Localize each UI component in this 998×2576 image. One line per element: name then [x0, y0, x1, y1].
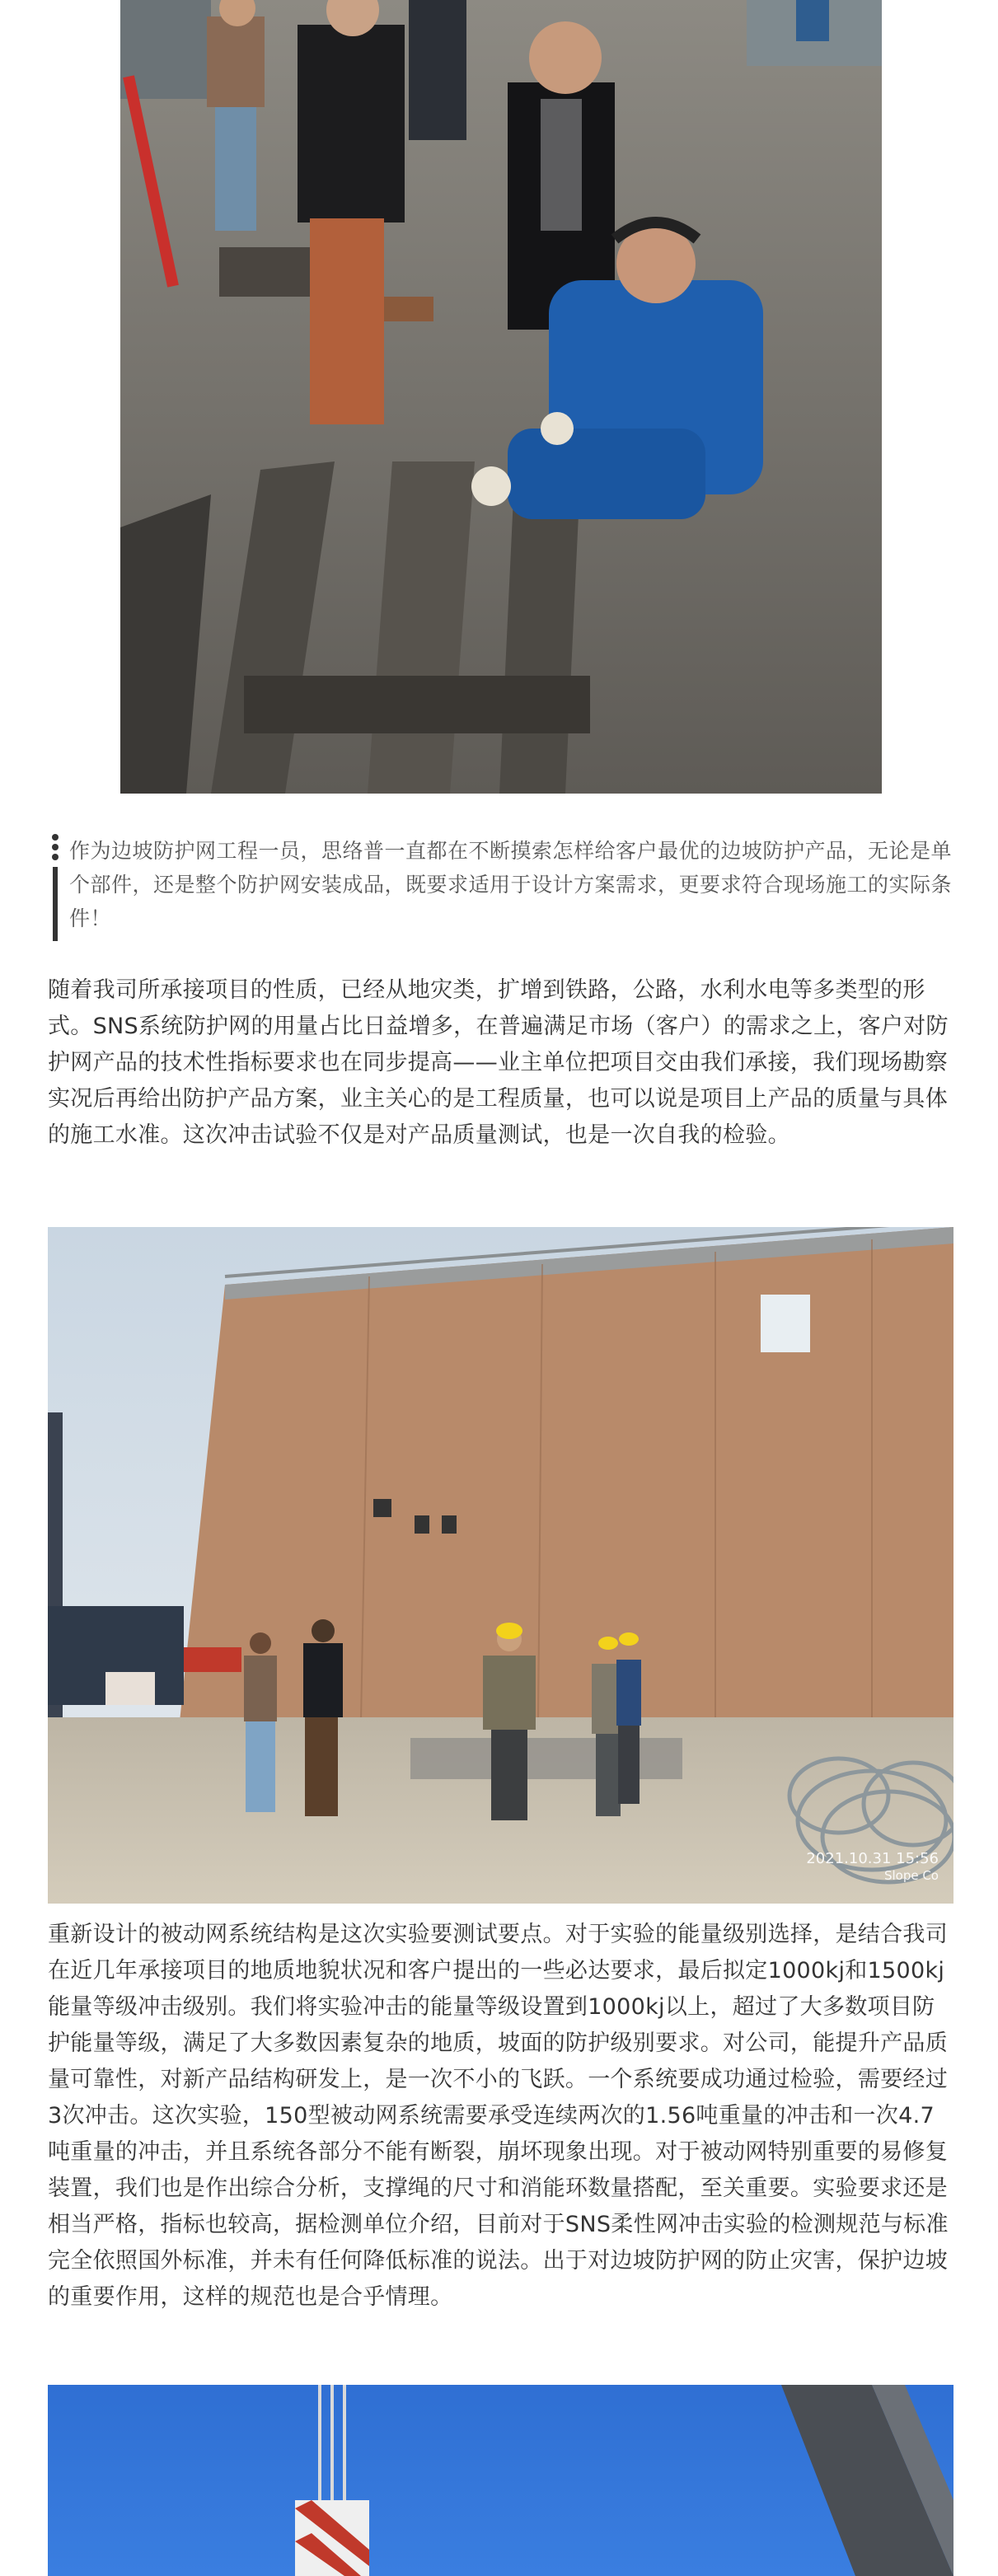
body-paragraph-1: 随着我司所承接项目的性质，已经从地灾类，扩增到铁路，公路，水利水电等多类型的形式。SNS系统防护网的用量占比日益增多，在普遍满足市场（客户）的需求之上，客户对防护网产品的技术性指标要求也在同步提高——业主单位把项目交由我们承接，我们现场勘察实况后再给出防护产品方案，业主关心的是工程质量，也可以说是项目上产品的质量与具体的施工水准。这次冲击试验不仅是对产品质量测试，也是一次自我的检验。 [48, 977, 949, 1148]
quote-text: 作为边坡防护网工程一员，思络普一直都在不断摸索怎样给客户最优的边坡防护产品，无论是单个部件，还是整个防护网安装成品，既要求适用于设计方案需求，更要求符合现场施工的实际条件！ [69, 839, 953, 930]
test-wall-photo [48, 1227, 953, 1904]
workshop-photo-illustration [120, 0, 882, 794]
photo-timestamp: 2021.10.31 15:56 [806, 1850, 939, 1867]
crane-photo [48, 2385, 953, 2576]
intro-quote [48, 834, 953, 941]
quote-accent-bar [49, 834, 61, 941]
test-wall-photo-illustration [48, 1227, 953, 1904]
body-paragraph-2: 重新设计的被动网系统结构是这次实验要测试要点。对于实验的能量级别选择，是结合我司在近几年承接项目的地质地貌状况和客户提出的一些必达要求，最后拟定1000kj和1500kj能量等级冲击级别。我们将实验冲击的能量等级设置到1000kj以上，超过了大多数项目防护能量等级，满足了大多数因素复杂的地质，坡面的防护级别要求。对公司，能提升产品质量可靠性，对新产品结构研发上，是一次不小的飞跃。一个系统要成功通过检验，需要经过3次冲击。这次实验，150型被动网系统需要承受连续两次的1.56吨重量的冲击和一次4.7吨重量的冲击，并且系统各部分不能有断裂，崩坏现象出现。对于被动网特别重要的易修复装置，我们也是作出综合分析，支撑绳的尺寸和消能环数量搭配，至关重要。实验要求还是相当严格，指标也较高，据检测单位介绍，目前对于SNS柔性网冲击实验的检测规范与标准完全依照国外标准，并未有任何降低标准的说法。出于对边坡防护网的防止灾害，保护边坡的重要作用，这样的规范也是合乎情理。 [48, 1922, 949, 2310]
photo-watermark: Slope Co [883, 1868, 939, 1883]
crane-photo-illustration [48, 2385, 953, 2576]
workshop-photo [120, 0, 882, 794]
photo-overlay [806, 1851, 939, 1884]
